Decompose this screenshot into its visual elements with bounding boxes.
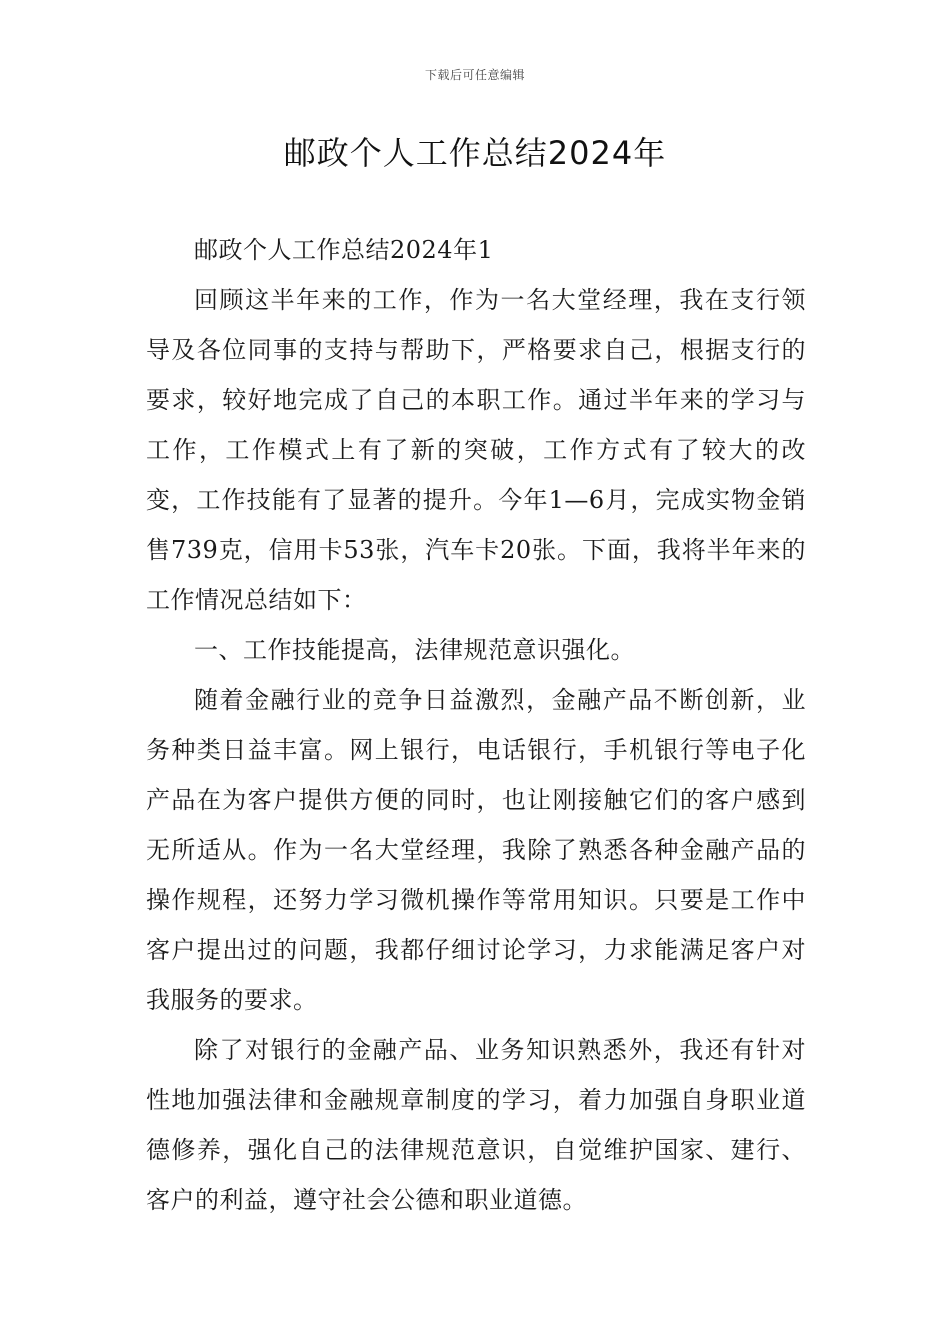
document-title: 邮政个人工作总结2024年 (283, 134, 667, 172)
paragraph-subtitle: 邮政个人工作总结2024年1 (194, 236, 494, 264)
section-heading-1: 一、工作技能提高，法律规范意识强化。 (194, 636, 635, 664)
paragraph-intro: 回顾这半年来的工作，作为一名大堂经理，我在支行领导及各位同事的支持与帮助下，严格要求自己，根据支行的要求，较好地完成了自己的本职工作。通过半年来的学习与工作，工作模式上有了新的突破，工作方式有了较大的改变，工作技能有了显著的提升。今年1—6月，完成实物金销售739克，信用卡53张，汽车卡20张。下面，我将半年来的工作情况总结如下： (146, 286, 806, 614)
header-note: 下载后可任意编辑 (424, 68, 525, 82)
paragraph-legal: 除了对银行的金融产品、业务知识熟悉外，我还有针对性地加强法律和金融规章制度的学习，着力加强自身职业道德修养，强化自己的法律规范意识，自觉维护国家、建行、客户的利益，遵守社会公德和职业道德。 (146, 1036, 806, 1214)
paragraph-skills: 随着金融行业的竞争日益激烈，金融产品不断创新，业务种类日益丰富。网上银行，电话银行，手机银行等电子化产品在为客户提供方便的同时，也让刚接触它们的客户感到无所适从。作为一名大堂经理，我除了熟悉各种金融产品的操作规程，还努力学习微机操作等常用知识。只要是工作中客户提出过的问题，我都仔细讨论学习，力求能满足客户对我服务的要求。 (146, 686, 806, 1014)
document-body (146, 225, 806, 1225)
